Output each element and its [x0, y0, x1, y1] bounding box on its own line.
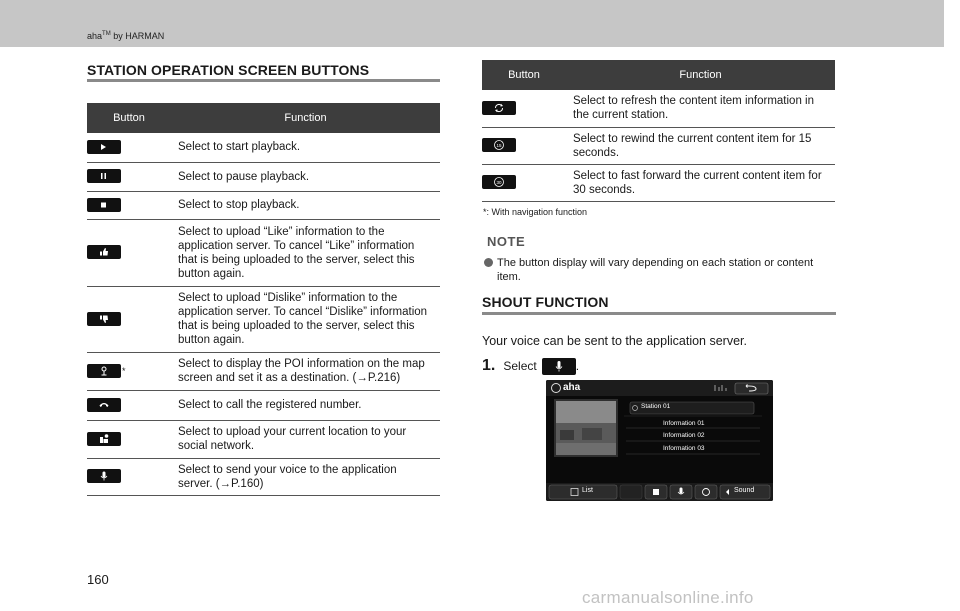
section-rule: [482, 312, 836, 315]
aha-logo: aha: [563, 382, 581, 393]
header-button: Button: [482, 60, 566, 90]
table-row: [482, 127, 835, 164]
function-text: Select to call the registered number.: [171, 390, 440, 420]
note-title: NOTE: [487, 234, 526, 249]
table-row: [87, 458, 440, 495]
function-text: Select to refresh the content item information in the current station.: [566, 90, 835, 127]
step-end: .: [575, 359, 580, 373]
step-text: Select: [503, 359, 537, 373]
section-title-station-buttons: STATION OPERATION SCREEN BUTTONS: [87, 62, 370, 78]
function-text: Select to fast forward the current content item for 30 seconds.: [566, 164, 835, 201]
microphone-icon: [87, 469, 121, 483]
additional-buttons-table: [482, 60, 835, 202]
function-text: Select to upload “Like” information to the application server. To cancel “Like” information that is being uploaded to the server, select this button again.: [171, 219, 440, 286]
stop-icon: [87, 198, 121, 212]
step-number: 1.: [482, 357, 496, 374]
refresh-icon: [482, 101, 516, 115]
function-text: Select to upload your current location to your social network.: [171, 420, 440, 458]
table-header-row: [87, 103, 440, 133]
function-text: Select to pause playback.: [171, 162, 440, 191]
social-share-icon: [87, 432, 121, 446]
rewind-15-icon: [482, 138, 516, 152]
table-row: [87, 286, 440, 352]
forward-30-icon: [482, 175, 516, 189]
sound-label: Sound: [734, 487, 755, 494]
info-item-2: Information 02: [663, 432, 705, 439]
function-text: Select to stop playback.: [171, 191, 440, 219]
table-row: [87, 390, 440, 420]
thumbs-down-icon: [87, 312, 121, 326]
pause-icon: [87, 169, 121, 183]
note-line-2: item.: [497, 271, 521, 283]
shout-intro: Your voice can be sent to the application server.: [482, 334, 747, 348]
header-button: Button: [87, 103, 171, 133]
page-number: 160: [87, 572, 109, 587]
thumbs-up-icon: [87, 245, 121, 259]
table-row: [482, 90, 835, 127]
footnote-marker: *: [122, 365, 126, 376]
function-text: Select to start playback.: [171, 133, 440, 162]
section-title-shout: SHOUT FUNCTION: [482, 294, 609, 310]
section-rule: [87, 79, 440, 82]
function-text: Select to upload “Dislike” information to the application server. To cancel “Dislike” information that is being uploaded to the server, select this button again.: [171, 286, 440, 352]
station-buttons-table: [87, 103, 440, 496]
table-row: [87, 191, 440, 219]
note-line-1: The button display will vary depending on each station or content: [497, 257, 814, 269]
brand-label: aha™ by HARMAN: [87, 31, 165, 41]
info-item-1: Information 01: [663, 420, 705, 427]
function-text: Select to display the POI information on the map screen and set it as a destination. (→P.216): [171, 352, 440, 390]
table-row: [87, 352, 440, 390]
table-row: [87, 133, 440, 162]
play-icon: [87, 140, 121, 154]
note-body: [484, 256, 840, 284]
table-row: [87, 420, 440, 458]
function-text: Select to send your voice to the application server. (→P.160): [171, 458, 440, 495]
footnote: *: With navigation function: [483, 207, 588, 217]
step-1: [482, 357, 579, 375]
svg-text:30: 30: [496, 180, 502, 186]
table-row: [482, 164, 835, 201]
microphone-icon: [542, 358, 576, 375]
header-function: Function: [566, 60, 835, 90]
list-label: List: [582, 487, 593, 494]
header-function: Function: [171, 103, 440, 133]
table-row: [87, 162, 440, 191]
bullet-icon: [484, 258, 493, 267]
function-text: Select to rewind the current content item for 15 seconds.: [566, 127, 835, 164]
aha-station-screen: [546, 380, 773, 501]
svg-text:15: 15: [496, 143, 502, 149]
watermark: carmanualsonline.info: [582, 588, 754, 607]
poi-icon: [87, 364, 121, 378]
info-item-3: Information 03: [663, 445, 705, 452]
phone-icon: [87, 398, 121, 412]
table-header-row: [482, 60, 835, 90]
station-name: Station 01: [641, 403, 671, 410]
table-row: [87, 219, 440, 286]
